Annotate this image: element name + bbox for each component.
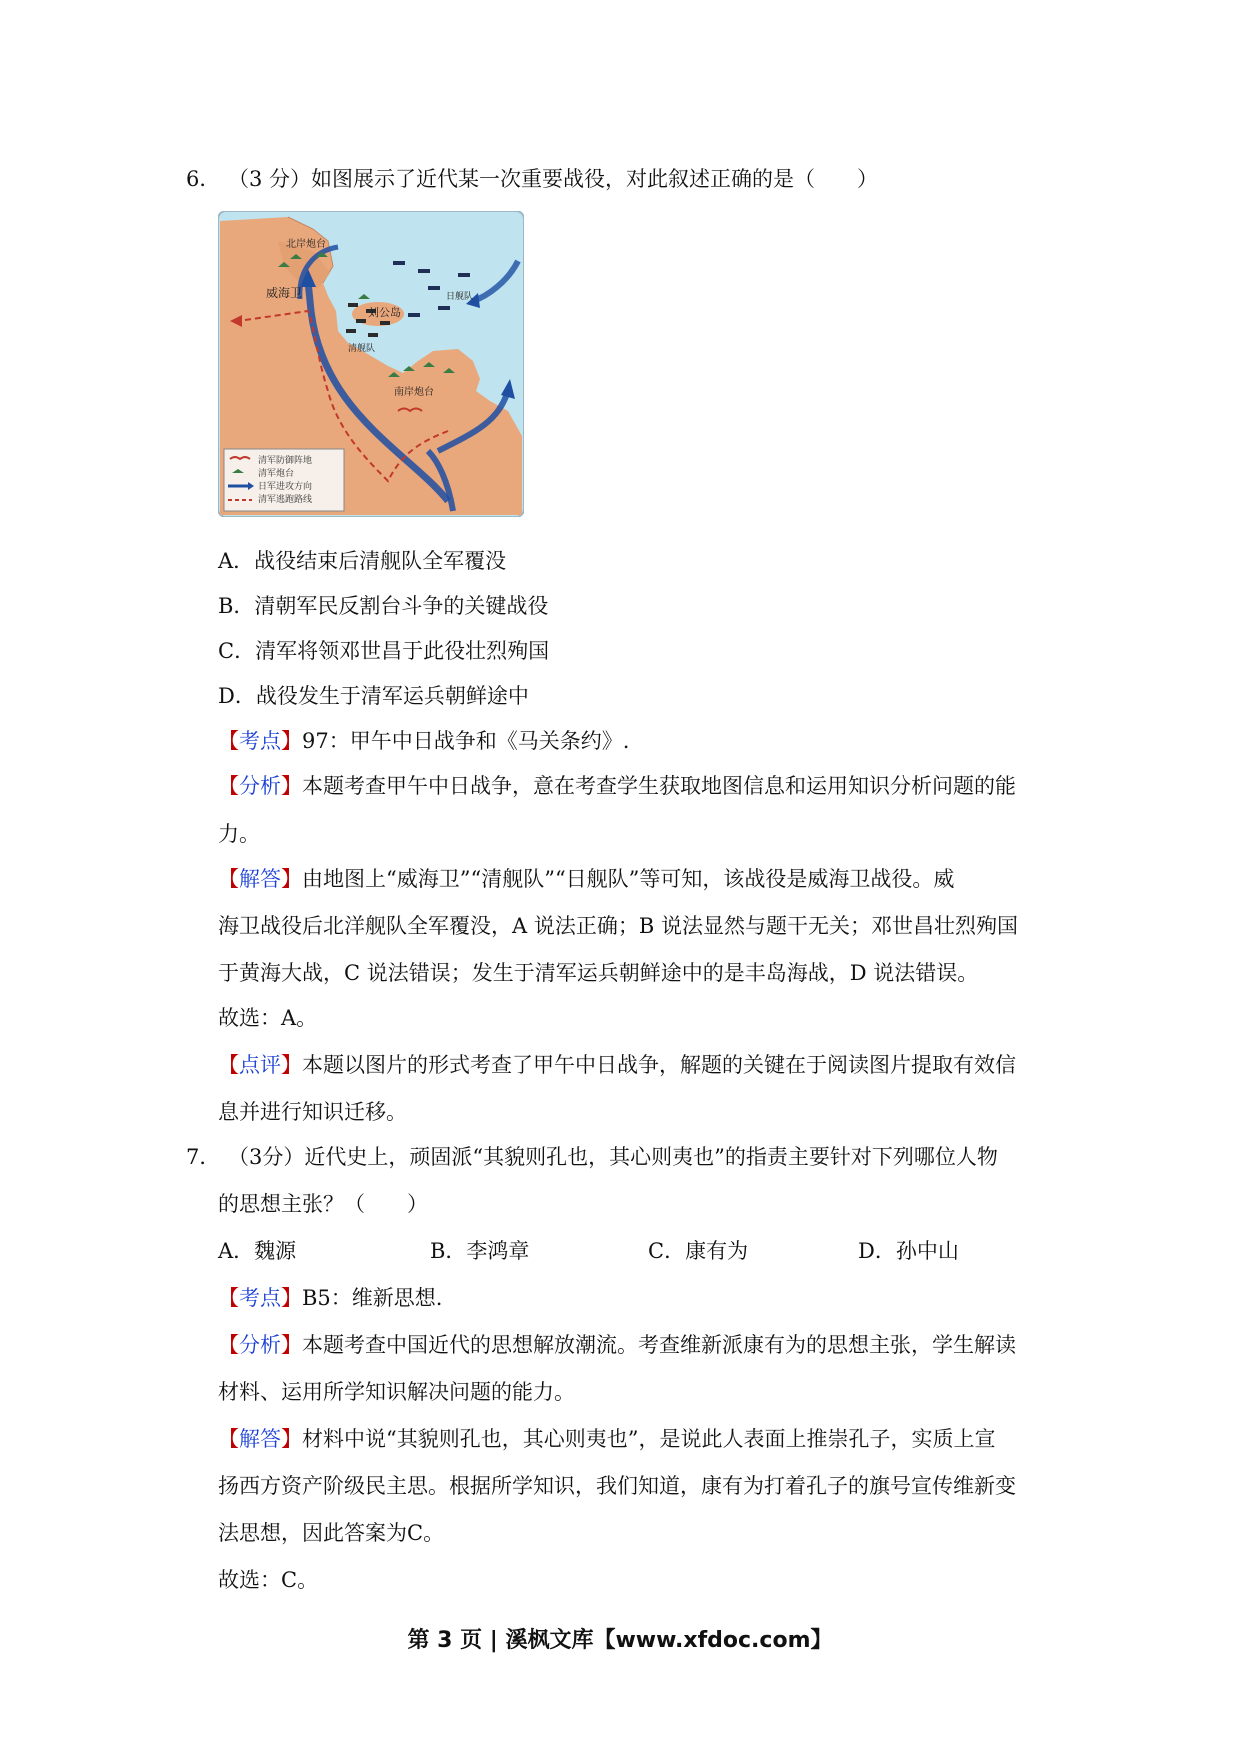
q7-fenxi-cont: 材料、运用所学知识解决问题的能力。 xyxy=(218,1380,575,1404)
label-japan-fleet: 日舰队 xyxy=(446,292,474,302)
q6-option-c: C．清军将领邓世昌于此役壮烈殉国 xyxy=(218,639,550,663)
fenxi-tag: 【分析】 xyxy=(218,1333,302,1357)
legend-item-1: 清军防御阵地 xyxy=(258,456,313,466)
q7-option-a: A．魏源 xyxy=(218,1239,297,1263)
q6-jieda-line3: 于黄海大战，C 说法错误；发生于清军运兵朝鲜途中的是丰岛海战，D 说法错误。 xyxy=(218,961,979,985)
q7-fenxi: 【分析】本题考查中国近代的思想解放潮流。考查维新派康有为的思想主张，学生解读 xyxy=(218,1333,1016,1357)
q6-jieda-line2: 海卫战役后北洋舰队全军覆没，A 说法正确；B 说法显然与题干无关；邓世昌壮烈殉国 xyxy=(218,914,1018,938)
fenxi-tag: 【分析】 xyxy=(218,774,302,798)
label-weihaiwei: 威海卫 xyxy=(266,286,303,300)
label-qing-fleet: 清舰队 xyxy=(348,344,376,354)
question-7-stem-cont: 的思想主张？（ ） xyxy=(218,1192,428,1216)
q7-option-c: C．康有为 xyxy=(648,1239,749,1263)
q7-jieda: 【解答】材料中说“其貌则孔也，其心则夷也”，是说此人表面上推崇孔子，实质上宣 xyxy=(218,1427,996,1451)
kaodian-tag: 【考点】 xyxy=(218,1286,302,1310)
legend-item-3: 日军进攻方向 xyxy=(258,482,313,492)
q7-answer: 故选：C。 xyxy=(218,1568,319,1592)
q6-kaodian: 【考点】97：甲午中日战争和《马关条约》. xyxy=(218,729,630,753)
q6-option-d: D．战役发生于清军运兵朝鲜途中 xyxy=(218,684,529,708)
q6-dianping: 【点评】本题以图片的形式考查了甲午中日战争，解题的关键在于阅读图片提取有效信 xyxy=(218,1053,1016,1077)
q6-fenxi: 【分析】本题考查甲午中日战争，意在考查学生获取地图信息和运用知识分析问题的能 xyxy=(218,774,1016,798)
jieda-tag: 【解答】 xyxy=(218,1427,302,1451)
q6-dianping-cont: 息并进行知识迁移。 xyxy=(218,1100,407,1124)
battle-map xyxy=(218,211,524,517)
question-7-stem: （3分）近代史上，顽固派“其貌则孔也，其心则夷也”的指责主要针对下列哪位人物 xyxy=(228,1145,998,1169)
q7-option-b: B．李鸿章 xyxy=(430,1239,530,1263)
q7-kaodian: 【考点】B5：维新思想. xyxy=(218,1286,443,1310)
page-footer: 第 3 页 | 溪枫文库【www.xfdoc.com】 xyxy=(407,1628,833,1653)
q7-jieda-line3: 法思想，因此答案为C。 xyxy=(218,1521,445,1545)
q7-jieda-line2: 扬西方资产阶级民主思。根据所学知识，我们知道，康有为打着孔子的旗号宣传维新变 xyxy=(218,1474,1016,1498)
legend-item-2: 清军炮台 xyxy=(258,469,295,479)
label-liugong: 刘公岛 xyxy=(368,306,401,319)
q6-option-b: B．清朝军民反割台斗争的关键战役 xyxy=(218,594,549,618)
q6-jieda: 【解答】由地图上“威海卫”“清舰队”“日舰队”等可知，该战役是威海卫战役。威 xyxy=(218,867,955,891)
label-south-fort: 南岸炮台 xyxy=(394,387,434,398)
label-north-fort: 北岸炮台 xyxy=(286,239,326,250)
q6-option-a: A．战役结束后清舰队全军覆没 xyxy=(218,549,507,573)
question-7-number: 7． xyxy=(186,1145,221,1169)
question-6-number: 6． xyxy=(186,167,221,191)
legend-item-4: 清军逃跑路线 xyxy=(258,495,313,505)
q7-option-d: D．孙中山 xyxy=(858,1239,959,1263)
jieda-tag: 【解答】 xyxy=(218,867,302,891)
q6-fenxi-cont: 力。 xyxy=(218,822,260,846)
question-6-stem: （3 分）如图展示了近代某一次重要战役，对此叙述正确的是（ ） xyxy=(228,167,879,191)
dianping-tag: 【点评】 xyxy=(218,1053,302,1077)
kaodian-tag: 【考点】 xyxy=(218,729,302,753)
q6-answer: 故选：A。 xyxy=(218,1006,318,1030)
